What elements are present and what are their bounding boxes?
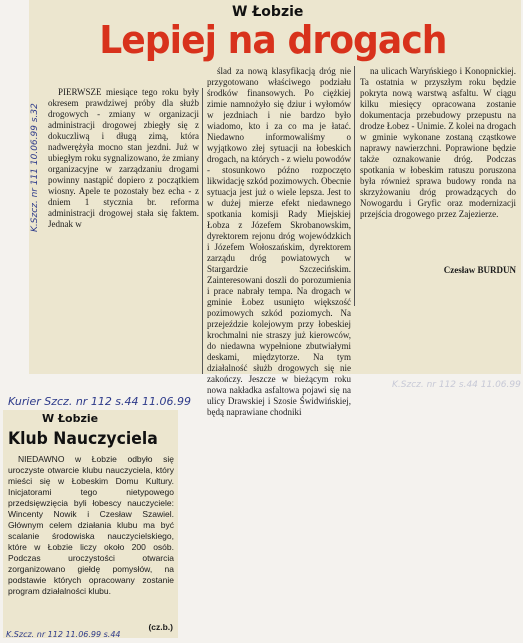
handwritten-source-header: Kurier Szcz. nr 112 s.44 11.06.99	[8, 395, 192, 408]
article-column-3: na ulicach Waryńskiego i Konopnickiej. Ta ostatnia w przyszłym roku będzie pokryta nową warstwą asfaltu. W ciągu kilku miesięcy opracowana zostanie dokumentacja przebudowy przepustu na drodze Łobez - Unimie. Z kolei na drogach w gminie wykonane zostaną cząstkowe naprawy nawierzchni. Poprawione będzie także oznakowanie dróg. Podczas spotkania w łobeskim ratuszu poruszona była również sprawa budowy ronda na skrzyżowaniu dróg prowadzących do Nowogardu i Gryfic oraz modernizacji przejścia drogowego przez Zajezierze.	[360, 66, 516, 219]
article-author: Czesław BURDUN	[443, 265, 516, 275]
article-headline: Klub Nauczyciela	[8, 429, 158, 449]
article-column-1: PIERWSZE miesiące tego roku były okresem prawdziwej próby dla służb drogowych - zmiany w organizacji administracji drogowej zbiegły się z dokuczliwą i długą zimą, która nadwerężyła mocno stan jezdni. Już w ubiegłym roku sygnalizowano, że zmiany organizacyjne w zarządzaniu drogami powinny nastąpić dopiero z początkiem wiosny. Apele te pozostały bez echa - z dniem 1 stycznia br. reforma administracji drogowej stała się faktem. Jednak w	[48, 87, 199, 229]
article-kicker: W Łobzie	[232, 4, 304, 20]
article-author: (cz.b.)	[148, 622, 173, 632]
handwritten-source-footer: K.Szcz. nr 112 11.06.99 s.44	[6, 630, 121, 639]
article-body: NIEDAWNO w Łobzie odbyło się uroczyste otwarcie klubu nauczyciela, który mieści się w Łobeskim Domu Kultury. Inicjatorami tego nietypowego przedsięwzięcia byli łobescy nauczyciele: Wincenty Nowik i Czesław Szawiel. Głównym celem działania klubu ma być scalanie środowiska nauczycielskiego, które w Łobzie liczy około 200 osób. Podczas uroczystości otwarcia zorganizowano giełdę pomysłów, na podstawie których opracowany zostanie program działalności klubu.	[8, 454, 174, 596]
article-kicker: W Łobzie	[42, 412, 99, 425]
column-divider	[202, 88, 203, 374]
article-headline: Lepiej na drogach	[99, 18, 447, 62]
article-column-2: ślad za nową klasyfikacją dróg nie przygotowano właściwego podziału środków finansowych. Po ciężkiej zimie namnożyło się dziur i wyłomów w jezdniach i nie bardzo było wiadomo, kto i za co ma je łatać. Niedawno informowaliśmy o wyjątkowo złej sytuacji na łobeskich drogach, na których - z wielu powodów - stosunkowo późno rozpoczęto likwidację szkód pozimowych. Obecnie sytuacja jest już o wiele lepsza. Jest to w dużej mierze efekt niedawnego spotkania komisji Rady Miejskiej Łobza z Józefem Skrobanowskim, dyrektorem rejonu dróg wojewódzkich i Józefem Wołoszańskim, dyrektorem zarządu dróg powiatowych w Stargardzie Szczecińskim. Zainteresowani doszli do porozumienia i prace nabrały tempa. Na drogach w gminie Łobez usunięto większość pozimowych szkód poziomych. Na przejeździe kolejowym przy łobeskiej krochmalni nie straszy już kierowców, do niedawna wypełnione zbutwiałymi deskami, międzytorze. Na tym działalność służb drogowych się nie zakończy. Jeszcze w bieżącym roku nowa nakładka asfaltowa pojawi się na ulicy Drawskiej i Szosie Świdwińskiej, będą naprawiane chodniki	[207, 66, 351, 417]
column-divider	[354, 66, 355, 306]
faint-margin-note: K.Szcz. nr 112 s.44 11.06.99	[392, 380, 521, 390]
handwritten-source-note: K.Szcz. nr 111 10.06.99 s.32	[30, 103, 40, 232]
